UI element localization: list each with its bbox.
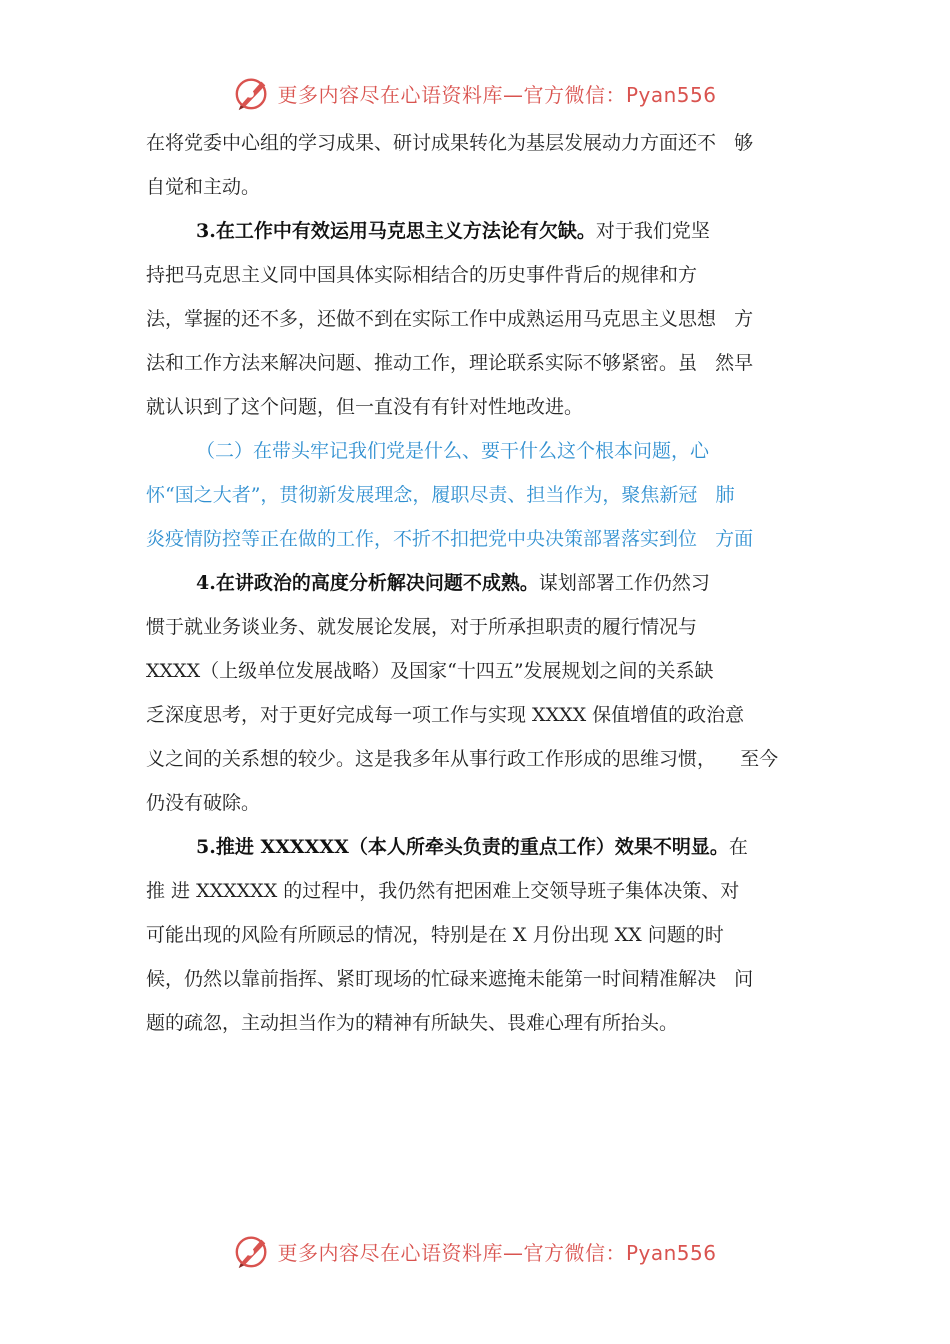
text-line: 在将党委中心组的学习成果、研讨成果转化为基层发展动力方面还不 够 bbox=[146, 132, 754, 154]
text-line: 仍没有破除。 bbox=[146, 792, 261, 814]
paragraph-3-first-line bbox=[146, 209, 828, 253]
pen-logo-icon bbox=[233, 1232, 271, 1270]
text-line: 义之间的关系想的较少。这是我多年从事行政工作形成的思维习惯， 至今 bbox=[146, 748, 779, 770]
text-line: 可能出现的风险有所顾忌的情况，特别是在 X 月份出现 XX 问题的时 bbox=[146, 924, 724, 946]
pen-logo-icon bbox=[233, 74, 271, 112]
text-span: 谋划部署工作仍然习 bbox=[538, 572, 710, 594]
point-3-heading: 3.在工作中有效运用马克思主义方法论有欠缺。 bbox=[196, 220, 596, 242]
text-span: 对于我们党坚 bbox=[595, 220, 710, 242]
point-5-heading: 5.推进 XXXXXX（本人所牵头负责的重点工作）效果不明显。 bbox=[196, 836, 729, 858]
paragraph-4-first-line bbox=[146, 561, 828, 605]
text-line: 候，仍然以靠前指挥、紧盯现场的忙碌来遮掩未能第一时间精准解决 问 bbox=[146, 968, 754, 990]
text-span: 在 bbox=[728, 836, 748, 858]
header-banner bbox=[0, 73, 950, 113]
text-line: 推 进 XXXXXX 的过程中，我仍然有把困难上交领导班子集体决策、对 bbox=[146, 880, 740, 902]
text-line: 法，掌握的还不多，还做不到在实际工作中成熟运用马克思主义思想 方 bbox=[146, 308, 754, 330]
section-2-heading-line: 怀“国之大者”，贯彻新发展理念，履职尽责、担当作为，聚焦新冠 肺 bbox=[146, 484, 735, 506]
section-2-heading-line: 炎疫情防控等正在做的工作，不折不扣把党中央决策部署落实到位 方面 bbox=[146, 528, 754, 550]
text-line: XXXX（上级单位发展战略）及国家“十四五”发展规划之间的关系缺 bbox=[146, 660, 714, 682]
banner-text: 更多内容尽在心语资料库—官方微信：Pyan556 bbox=[277, 82, 717, 107]
text-line: 法和工作方法来解决问题、推动工作，理论联系实际不够紧密。虽 然早 bbox=[146, 352, 754, 374]
text-line: 自觉和主动。 bbox=[146, 176, 261, 198]
document-body bbox=[146, 121, 828, 1045]
section-2-heading: （二）在带头牢记我们党是什么、要干什么这个根本问题，心 bbox=[196, 440, 710, 462]
text-line: 题的疏忽，主动担当作为的精神有所缺失、畏难心理有所抬头。 bbox=[146, 1012, 679, 1034]
text-line: 惯于就业务谈业务、就发展论发展，对于所承担职责的履行情况与 bbox=[146, 616, 698, 638]
text-line: 持把马克思主义同中国具体实际相结合的历史事件背后的规律和方 bbox=[146, 264, 698, 286]
paragraph-5-first-line bbox=[146, 825, 828, 869]
text-line: 乏深度思考，对于更好完成每一项工作与实现 XXXX 保值增值的政治意 bbox=[146, 704, 745, 726]
banner-text: 更多内容尽在心语资料库—官方微信：Pyan556 bbox=[277, 1240, 717, 1265]
text-line: 就认识到了这个问题，但一直没有有针对性地改进。 bbox=[146, 396, 584, 418]
point-4-heading: 4.在讲政治的高度分析解决问题不成熟。 bbox=[196, 572, 539, 594]
footer-banner bbox=[0, 1231, 950, 1271]
